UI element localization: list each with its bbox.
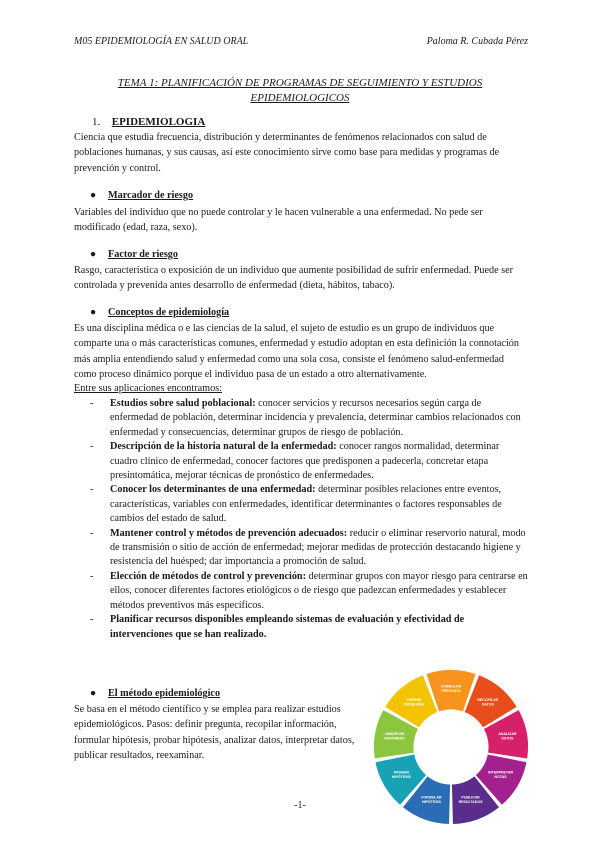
list-item-bold: Mantener control y métodos de prevención adecuados: [110,527,348,539]
list-item [90,483,528,526]
conceptos-text: Es una disciplina médica o e las ciencias de la salud, el sujeto de estudio es un grupo de individuos que comparte una o más características comunes, enfermedad y estudio adoptan en esta definición la connotación más amplia entendiendo salud y enfermedad como una sola cosa, consiste el fenómeno salud-enfermedad como proceso dinámico porque el individuo pasa de un estado a otro alternativamente. [74,323,519,380]
factor-heading [90,249,178,260]
factor-title: Factor de riesgo [108,249,178,260]
dash-marker: - [90,527,94,539]
aplicaciones-list [90,397,528,642]
bullet-icon: ● [90,688,97,699]
wheel-segment-label: FORMULAR PREGUNTA [440,684,462,693]
list-item-text: determinar grupos con mayor riesgo para centrarse en ellos, conocer diferentes factores etiológicos o de riesgo que padezcan enfermedades y establecer métodos preventivos más específicos. [110,570,528,611]
dash-marker: - [90,398,94,409]
conceptos-title: Conceptos de epidemiología [108,307,230,318]
dash-marker: - [90,570,94,582]
wheel-segment-label: ANALIZAR DATOS [498,731,517,741]
page-number: -1- [294,800,306,811]
wheel-segment-label: RECOPILAR DATOS [477,697,499,707]
list-item-text: conocer servicios y recursos necesarios según carga de enfermedad de población, determinar incidencia y prevalencia, determinar cambios relacionados con enfermedad y consecuencias, determinar grupos de riesgo de población. [110,398,521,438]
metodo-text: Se basa en el método científico y se emplea para realizar estudios epidemiológicos. Pasos: definir pregunta, recopilar información, formular hipótesis, probar hipótesis, analizar datos, interpretar datos, publicar resultados, reexaminar. [74,704,355,761]
list-item [90,527,528,570]
factor-text: Rasgo, característica o exposición de un individuo que aumente posibilidad de sufrir enfermedad. Puede ser controlada y prevenida antes desarrollo de enfermedad (dieta, hábitos, tabaco). [74,265,514,292]
marcador-heading [90,190,193,201]
dash-marker: - [90,484,94,496]
wheel-center [415,711,486,782]
list-item-bold: Descripción de la historia natural de la enfermedad: [110,441,337,453]
aplicaciones-intro: Entre sus aplicaciones encontramos: [74,383,222,394]
list-item [90,613,528,642]
wheel-segment-label: DEFINIR PROBLEMA [404,697,425,707]
list-item-bold: Planificar recursos disponibles empleando sistemas de evaluación y efectividad de intervenciones que se han realizado. [110,614,465,640]
bullet-icon: ● [90,249,97,260]
list-item-bold: Elección de métodos de control y prevención: [110,570,306,582]
document-title-line1: TEMA 1: PLANIFICACIÓN DE PROGRAMAS DE SEGUIMIENTO Y ESTUDIOS [117,77,483,89]
section-title: EPIDEMIOLOGIA [111,116,206,128]
document-title-line2: EPIDEMIOLOGICOS [250,92,350,104]
header-right: Paloma R. Cubada Pérez [426,36,528,47]
wheel-segment-label: OBSERVAR FENÓMENO [384,731,405,741]
section-text: Ciencia que estudia frecuencia, distribución y determinantes de fenómenos relacionados con salud de poblaciones humanas, y sus causas, así este conocimiento sirve como base para medidas y programas de prevención y control. [74,132,500,174]
section-heading [92,116,205,128]
marcador-text: Variables del individuo que no puede controlar y le hacen vulnerable a una enfermedad. No pede ser modificado (edad, raza, sexo). [74,207,483,234]
list-item-text: determinar posibles relaciones entre eventos, características, variables con enfermedades, identificar determinantes o factores responsables de cambios del estado de salud. [110,484,502,525]
dash-marker: - [90,441,94,453]
conceptos-heading [90,307,229,318]
wheel-segment-label: FORMULAR HIPÓTESIS [421,795,442,805]
marcador-title: Marcador de riesgo [108,190,194,201]
header-left: M05 EPIDEMIOLOGÍA EN SALUD ORAL [74,36,249,47]
bullet-icon: ● [90,307,97,318]
bullet-icon: ● [90,190,97,201]
list-item [90,397,528,440]
section-number: 1. [92,116,101,128]
dash-marker: - [90,614,94,626]
metodo-title: El método epidemiológico [108,688,221,699]
metodo-heading [90,688,220,699]
list-item-text: reducir o eliminar reservorio natural, modo de transmisión o sitio de acción de enfermedad; mejorar medidas de protección destacando higiene y resistencia del huésped; dar importancia a promoción de salud. [110,527,526,568]
list-item [90,570,528,613]
list-item [90,440,528,483]
wheel-segment-label: INTERPRETAR NOTAS [488,770,514,779]
list-item-bold: Conocer los determinantes de una enfermedad: [110,484,316,496]
document-title [74,76,526,106]
list-item-text: conocer rangos normalidad, determinar cuadro clínico de enfermedad, conocer factores que predisponen a padecerla, concretar etapa presintomática, mejorar técnicas de pronóstico de enfermedades. [110,441,500,482]
wheel-segment-label: PROBAR HIPÓTESIS [391,770,411,779]
list-item-bold: Estudios sobre salud poblacional: [110,398,256,409]
wheel-segment-label: PUBLICAR RESULTADOS [458,795,483,805]
